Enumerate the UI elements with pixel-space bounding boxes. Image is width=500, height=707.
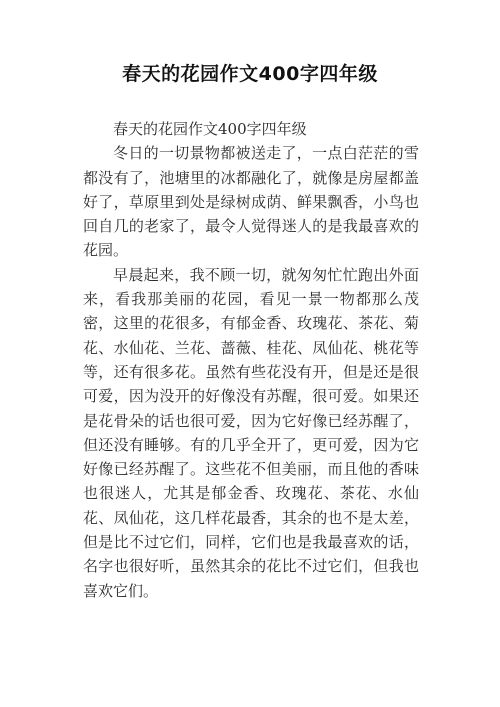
document-title: 春天的花园作文400字四年级: [122, 63, 378, 85]
paragraph-morning-garden: 早晨起来，我不顾一切，就匆匆忙忙跑出外面来，看我那美丽的花园，看见一景一物都那么茂密，这里的花很多，有郁金香、玫瑰花、茶花、菊花、水仙花、兰花、蔷薇、桂花、凤仙花、桃花等等，还有很多花。虽然有些花没有开，但是还是很可爱，因为没开的好像没有苏醒，很可爱。如果还是花骨朵的话也很可爱，因为它好像已经苏醒了，但还没有睡够。有的几乎全开了，更可爱，因为它好像已经苏醒了。这些花不但美丽，而且他的香味也很迷人，尤其是郁金香、玫瑰花、茶花、水仙花、凤仙花，这几样花最香，其余的也不是太差，但是比不过它们，同样，它们也是我最喜欢的话，名字也很好听，虽然其余的花比不过它们，但我也喜欢它们。: [83, 265, 419, 600]
paragraph-winter: 冬日的一切景物都被送走了，一点白茫茫的雪都没有了，池塘里的冰都融化了，就像是房屋都盖好了，草原里到处是绿树成荫、鲜果飘香，小鸟也回自几的老家了，最令人觉得迷人的是我最喜欢的花园。: [83, 144, 419, 260]
document-body: [83, 117, 419, 603]
paragraph-subtitle: 春天的花园作文400字四年级: [113, 120, 307, 138]
